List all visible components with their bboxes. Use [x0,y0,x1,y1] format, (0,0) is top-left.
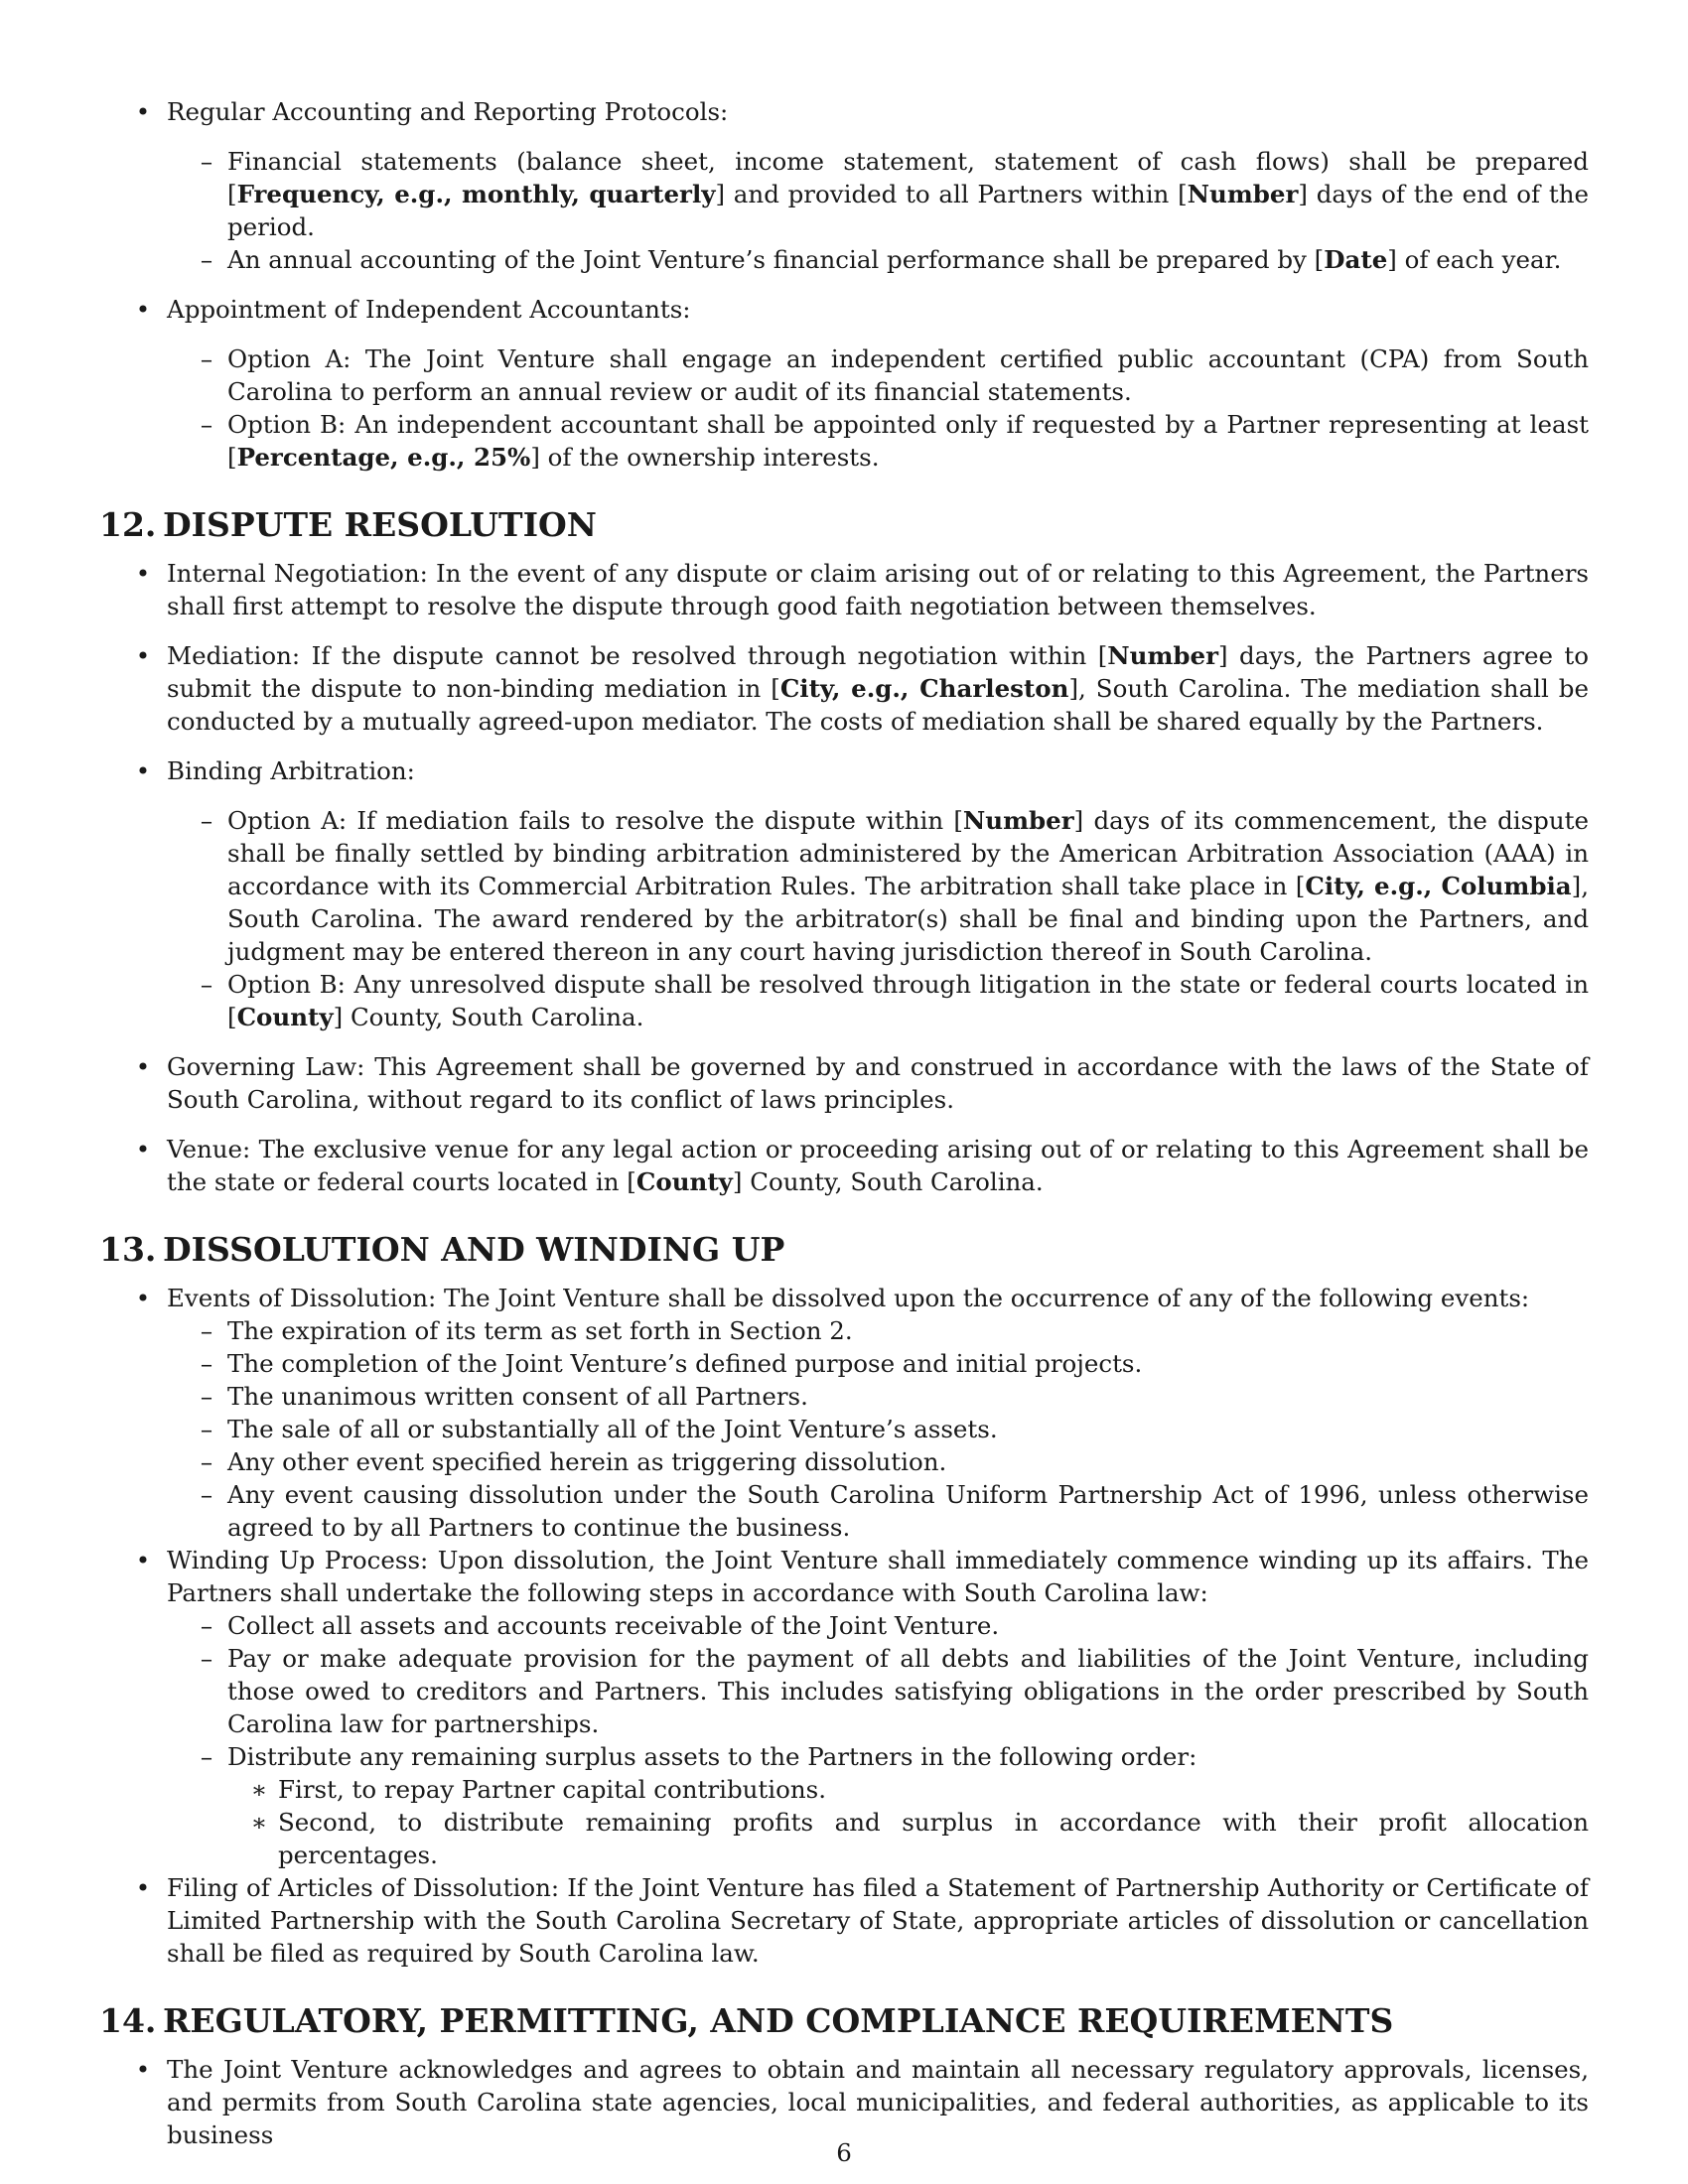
dash-icon: – [200,1415,213,1443]
accountant-option-b-1: Option B: An independent accountant shall be appointed only if requested by a Partner representing at least [ [227,410,1589,472]
list-item [99,639,1589,738]
list-item [99,1806,1589,1871]
arbitration-a-text-1: Option A: If mediation fails to resolve the dispute within [ [227,806,963,835]
fs-text-1: Financial statements (balance sheet, income statement, statement of cash flows) shall be prepared [ [227,147,1589,208]
arbitration-b-text-1: Option B: Any unresolved dispute shall be resolved through litigation in the state or federal courts located in [ [227,970,1589,1031]
list-item [99,1740,1589,1773]
section-12-heading [99,505,1589,545]
page-number: 6 [836,2138,852,2167]
event-item: The completion of the Joint Venture’s defined purpose and initial projects. [227,1349,1143,1378]
bullet-icon: • [135,1135,151,1163]
bullet-icon: • [135,756,151,785]
dash-icon: – [200,410,213,439]
winding-intro: Winding Up Process: Upon dissolution, the Joint Venture shall immediately commence winding up its affairs. The Partners shall undertake the following steps in accordance with South Carolina law: [167,1546,1589,1607]
venue-text-2: ] County, South Carolina. [732,1167,1044,1196]
section-number: 12. [99,505,157,544]
bullet-icon: • [135,1546,151,1574]
county-placeholder: County [236,1003,334,1031]
arbitration-a-text-2: ] days of its commencement, the dispute shall be finally settled by binding arbitration administered by the American Arbitration Association (AAA) in accordance with its Commercial Arbitration Rules. The arbitration shall take place in [ [227,806,1589,900]
event-item: The expiration of its term as set forth in Section 2. [227,1316,853,1345]
dash-icon: – [200,147,213,176]
asterisk-icon: ∗ [250,1808,268,1837]
mediation-text-3: ], South Carolina. The mediation shall be conducted by a mutually agreed-upon mediator. The costs of mediation shall be shared equally by the Partners. [167,674,1589,736]
dash-icon: – [200,245,213,274]
arbitration-label: Binding Arbitration: [167,756,415,785]
dash-icon: – [200,1742,213,1771]
event-item: The sale of all or substantially all of the Joint Venture’s assets. [227,1415,998,1443]
city-placeholder: City, e.g., Charleston [779,674,1069,703]
mediation-text-2: ] days, the Partners agree to submit the dispute to non-binding mediation in [ [167,641,1589,703]
dash-icon: – [200,1382,213,1411]
section-number: 14. [99,2001,157,2040]
list-item [99,804,1589,968]
list-item [99,243,1589,276]
governing-law-text: Governing Law: This Agreement shall be governed by and construed in accordance with the laws of the State of South Carolina, without regard to its conflict of laws principles. [167,1052,1589,1114]
city-placeholder: City, e.g., Columbia [1305,872,1572,900]
bullet-icon: • [135,641,151,670]
bullet-icon: • [135,1873,151,1902]
dash-icon: – [200,1644,213,1673]
annual-text-1: An annual accounting of the Joint Venture’s financial performance shall be prepared by [ [227,245,1325,274]
accountant-option-b-2: ] of the ownership interests. [530,443,880,472]
list-item [99,1773,1589,1806]
bullet-icon: • [135,2055,151,2084]
bullet-icon: • [135,559,151,588]
dash-icon: – [200,1447,213,1476]
arbitration-b-text-2: ] County, South Carolina. [333,1003,644,1031]
annual-text-2: ] of each year. [1387,245,1562,274]
event-item: Any event causing dissolution under the South Carolina Uniform Partnership Act of 1996, unless otherwise agreed to by all Partners to continue the business. [227,1480,1589,1542]
list-item [99,1478,1589,1544]
list-item [99,1133,1589,1198]
section-13-heading [99,1230,1589,1270]
number-placeholder: Number [1107,641,1219,670]
dash-icon: – [200,1316,213,1345]
list-item [99,1642,1589,1740]
independent-accountants-label: Appointment of Independent Accountants: [167,295,691,324]
list-item [99,145,1589,243]
filing-text: Filing of Articles of Dissolution: If the Joint Venture has filed a Statement of Partnership Authority or Certificate of Limited Partnership with the South Carolina Secretary of State, appropriate articles of dissolution or cancellation shall be filed as required by South Carolina law. [167,1873,1589,1968]
list-item [99,2053,1589,2151]
list-item [99,95,1589,128]
list-item [99,968,1589,1033]
arbitration-a-text-3: ], South Carolina. The award rendered by the arbitrator(s) shall be final and binding upon the Partners, and judgment may be entered thereon in any court having jurisdiction thereof in South Carolina. [227,872,1589,966]
number-placeholder: Number [962,806,1074,835]
list-item [99,1050,1589,1116]
date-placeholder: Date [1324,245,1388,274]
list-item [99,1347,1589,1380]
dash-icon: – [200,1480,213,1509]
distribution-item: Second, to distribute remaining profits and surplus in accordance with their profit allocation percentages. [278,1808,1589,1869]
bullet-icon: • [135,1052,151,1081]
list-item [99,408,1589,474]
list-item [99,1544,1589,1609]
list-item [99,293,1589,326]
dash-icon: – [200,1611,213,1640]
percentage-placeholder: Percentage, e.g., 25% [236,443,531,472]
section-title: DISSOLUTION AND WINDING UP [163,1230,785,1269]
dash-icon: – [200,344,213,373]
section-14-heading [99,2001,1589,2041]
winding-step: Collect all assets and accounts receivable of the Joint Venture. [227,1611,1000,1640]
accounting-protocols-label: Regular Accounting and Reporting Protocols: [167,97,729,126]
accountant-option-a: Option A: The Joint Venture shall engage an independent certified public accountant (CPA) from South Carolina to perform an annual review or audit of its financial statements. [227,344,1589,406]
list-item [99,754,1589,787]
list-item [99,1282,1589,1314]
asterisk-icon: ∗ [250,1775,268,1804]
section-title: REGULATORY, PERMITTING, AND COMPLIANCE REQUIREMENTS [163,2001,1394,2040]
list-item [99,1609,1589,1642]
dash-icon: – [200,806,213,835]
winding-step: Pay or make adequate provision for the payment of all debts and liabilities of the Joint Venture, including those owed to creditors and Partners. This includes satisfying obligations in the order prescribed by South Carolina law for partnerships. [227,1644,1589,1738]
number-placeholder: Number [1187,180,1299,208]
list-item [99,1445,1589,1478]
list-item [99,1380,1589,1413]
fs-text-3: ] days of the end of the period. [227,180,1589,241]
list-item [99,1314,1589,1347]
section-number: 13. [99,1230,157,1269]
dash-icon: – [200,1349,213,1378]
distribution-item: First, to repay Partner capital contributions. [278,1775,826,1804]
venue-text-1: Venue: The exclusive venue for any legal action or proceeding arising out of or relating to this Agreement shall be the state or federal courts located in [ [167,1135,1589,1196]
list-item [99,342,1589,408]
bullet-icon: • [135,1284,151,1312]
fs-text-2: ] and provided to all Partners within [ [715,180,1188,208]
regulatory-text: The Joint Venture acknowledges and agrees to obtain and maintain all necessary regulatory approvals, licenses, and permits from South Carolina state agencies, local municipalities, and federal authorities, as applicable to its business [167,2055,1589,2149]
mediation-text-1: Mediation: If the dispute cannot be resolved through negotiation within [ [167,641,1108,670]
list-item [99,1413,1589,1445]
list-item [99,557,1589,622]
section-title: DISPUTE RESOLUTION [163,505,597,544]
winding-step: Distribute any remaining surplus assets to the Partners in the following order: [227,1742,1197,1771]
county-placeholder: County [635,1167,733,1196]
negotiation-text: Internal Negotiation: In the event of any dispute or claim arising out of or relating to this Agreement, the Partners shall first attempt to resolve the dispute through good faith negotiation between themselves. [167,559,1589,620]
dash-icon: – [200,970,213,999]
event-item: Any other event specified herein as triggering dissolution. [227,1447,947,1476]
list-item [99,1871,1589,1970]
event-item: The unanimous written consent of all Partners. [227,1382,808,1411]
document-page [99,95,1589,2151]
bullet-icon: • [135,295,151,324]
events-intro: Events of Dissolution: The Joint Venture shall be dissolved upon the occurrence of any of the following events: [167,1284,1530,1312]
bullet-icon: • [135,97,151,126]
frequency-placeholder: Frequency, e.g., monthly, quarterly [236,180,716,208]
